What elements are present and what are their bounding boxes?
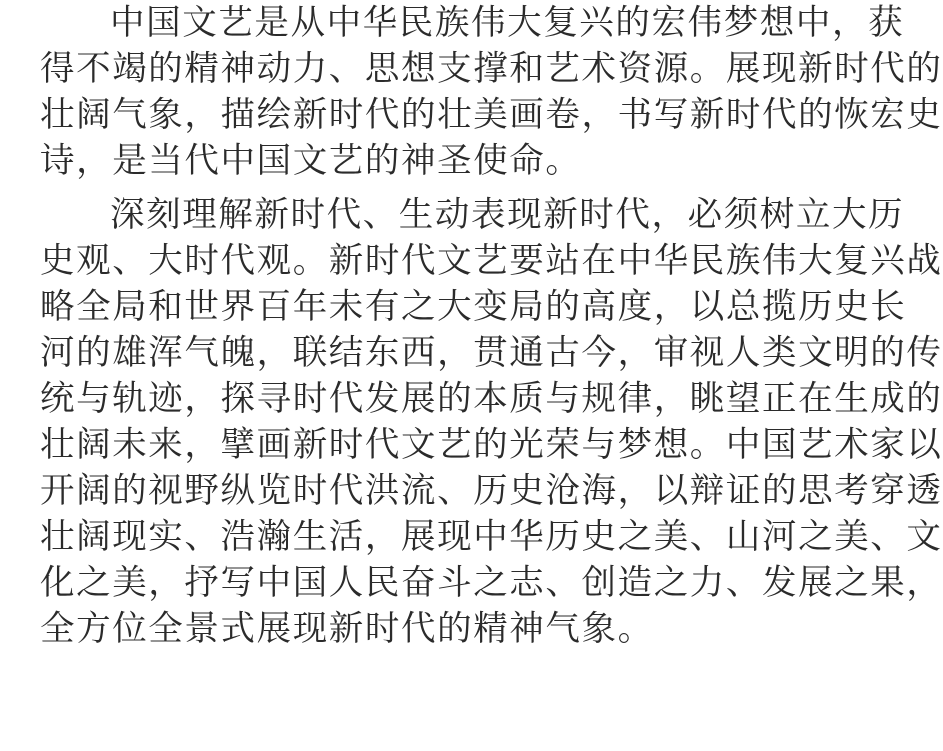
text-line: 中国文艺是从中华民族伟大复兴的宏伟梦想中，获 [110, 3, 905, 43]
paragraph-2 [40, 192, 943, 652]
paragraph-gap [40, 184, 776, 192]
text-line: 深刻理解新时代、生动表现新时代，必须树立大历 [110, 195, 905, 235]
text-line: 壮阔未来，擘画新时代文艺的光荣与梦想。中国艺术家以 [40, 425, 943, 465]
text-line: 壮阔现实、浩瀚生活，展现中华历史之美、山河之美、文 [40, 517, 943, 557]
paragraph-1 [40, 0, 943, 184]
article-body [40, 0, 943, 652]
text-line: 全方位全景式展现新时代的精神气象。 [40, 609, 654, 649]
text-line: 开阔的视野纵览时代洪流、历史沧海，以辩证的思考穿透 [40, 471, 943, 511]
text-line: 化之美，抒写中国人民奋斗之志、创造之力、发展之果， [40, 563, 943, 603]
text-line: 诗，是当代中国文艺的神圣使命。 [40, 141, 582, 181]
text-line: 史观、大时代观。新时代文艺要站在中华民族伟大复兴战 [40, 241, 943, 281]
text-line: 壮阔气象，描绘新时代的壮美画卷，书写新时代的恢宏史 [40, 95, 943, 135]
text-line: 统与轨迹，探寻时代发展的本质与规律，眺望正在生成的 [40, 379, 943, 419]
text-line: 河的雄浑气魄，联结东西，贯通古今，审视人类文明的传 [40, 333, 943, 373]
text-line: 略全局和世界百年未有之大变局的高度，以总揽历史长 [40, 287, 907, 327]
text-line: 得不竭的精神动力、思想支撑和艺术资源。展现新时代的 [40, 49, 943, 89]
